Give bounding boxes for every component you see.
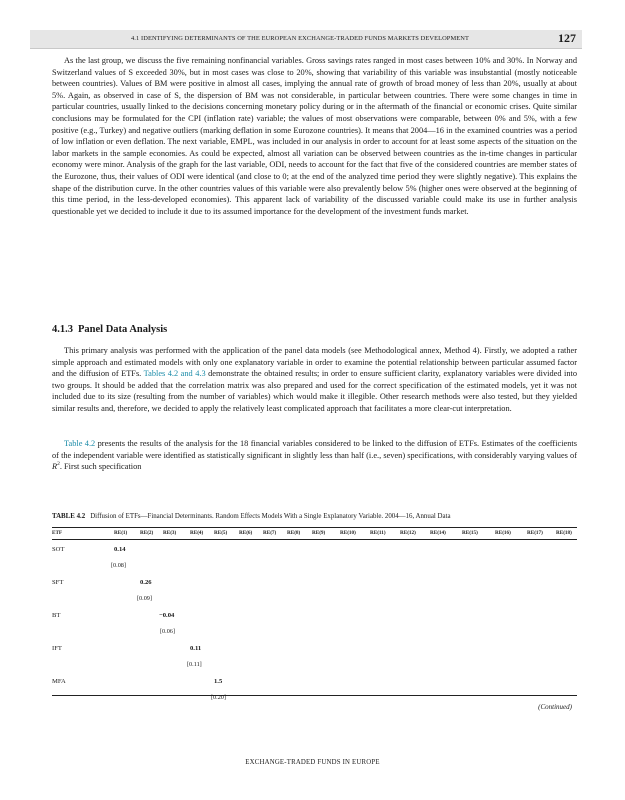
table-header-re11: RE(11) bbox=[370, 530, 386, 536]
table-coefficient: 0.26 bbox=[140, 579, 152, 586]
table-row-label: MFA bbox=[52, 678, 66, 685]
table-row-label: SOT bbox=[52, 546, 65, 553]
paragraph-panel-method bbox=[52, 345, 577, 415]
table-header-re14: RE(14) bbox=[430, 530, 446, 536]
table-coefficient: 1.5 bbox=[214, 678, 223, 685]
table-reference-link[interactable]: Table 4.2 bbox=[64, 439, 96, 448]
paragraph-text: presents the results of the analysis for the 18 financial variables considered to be linked to the diffusion of ETFs. Estimates of the coefficients of the independent variable were identified as statistically significant in slightly less than half (i.e., seven) specifications, with considerably varying values of bbox=[52, 439, 577, 460]
table-header-re10: RE(10) bbox=[340, 530, 356, 536]
table-header-re18: RE(18) bbox=[556, 530, 572, 536]
table-header-re1: RE(1) bbox=[114, 530, 128, 536]
table-header-re15: RE(15) bbox=[462, 530, 478, 536]
paragraph-nonfinancial-variables: As the last group, we discuss the five remaining nonfinancial variables. Gross savings rates ranged in most cases between 10% and 30%. In Norway and Switzerland values of S exceeded 30%, but in most cases was close to 20%, showing that variability of this variable was insubstantial (mostly noticeable between countries). Values of BM were positive in almost all cases, implying the annual rate of growth of broad money of less than 20%, usually at about 5%. Again, as observed in case of S, the dispersion of BM was not considerable, in particular between countries. There were some changes in time in particular countries, usually linked to the decisions concerning monetary policy during or in the aftermath of the financial or economic crises. Quite similar conclusions may be formulated for the CPI (inflation rate) variable; the values of most observations were comparable, between 0% and 5%, with a few positive (e.g., Turkey) and negative outliers (marking deflation in some Eurozone countries). It means that 2004—16 in the examined countries was a period of low inflation or even deflation. The next variable, EMPL, was included in our analysis in order to account for at least some aspects of the situation on the labor markets in the sample economies. As could be expected, almost all variation can be observed between countries as the in-time changes in particular economy were minor. Analysis of the graph for the last variable, ODI, needs to account for the fact that five of the considered countries are member states of the Eurozone, thus, their values of ODI were identical (and close to 0; at the end of the analyzed time period they were slightly negative). This explains the shape of the distribution curve. In the other countries values of this variable were also prevalently below 5% (higher ones were observed at the beginning of this time period, in the less-developed economies). This apparent lack of variability of the discussed variable could make its use in further analysis questionable yet we decided to include it due to its assumed importance for the development of the investment funds market. bbox=[52, 56, 577, 216]
r-squared-exponent: 2 bbox=[57, 461, 60, 468]
section-heading bbox=[52, 324, 167, 335]
table-header-re3: RE(3) bbox=[163, 530, 177, 536]
r-squared-symbol: R bbox=[52, 462, 58, 472]
table-header-re4: RE(4) bbox=[190, 530, 204, 536]
table-caption-text: Diffusion of ETFs—Financial Determinants. Random Effects Models With a Single Explanatory Variable. 2004—16, Annual Data bbox=[90, 513, 451, 520]
table-header-re16: RE(16) bbox=[495, 530, 511, 536]
running-footer-title: EXCHANGE-TRADED FUNDS IN EUROPE bbox=[245, 759, 380, 766]
table-header-re6: RE(6) bbox=[239, 530, 253, 536]
table-header-re2: RE(2) bbox=[140, 530, 154, 536]
table-coefficient: 0.11 bbox=[190, 645, 202, 652]
table-header-re9: RE(9) bbox=[312, 530, 326, 536]
table-standard-error: [0.09] bbox=[137, 595, 152, 602]
page-number: 127 bbox=[558, 31, 576, 45]
table-header-rule bbox=[52, 539, 577, 540]
table-row-label: BT bbox=[52, 612, 61, 619]
table-top-rule bbox=[52, 527, 577, 528]
table-standard-error: [0.06] bbox=[160, 628, 175, 635]
paragraph-text: demonstrate the obtained results; in order to ensure sufficient clarity, explanatory variables were divided into two groups. It should be added that the correlation matrix was also prepared and used for the correct specification of the estimated models, yet it was not included due to its size (resulting from the number of variables) which would make it illegible. Other research methods were also tested, but they yielded similar results and, therefore, we decided to apply the relatively least complicated approach that facilitates a more clear-cut interpretation. bbox=[52, 369, 577, 413]
paragraph-text: . First such specification bbox=[59, 462, 142, 472]
paragraph-text: This primary analysis was performed with the application of the panel data models (see Methodological annex, Method 4). Firstly, we adopted a rather simple approach and estimated models with only one explanatory variable in order to examine the potential relationship between particular assumed factor and the diffusion of ETFs. bbox=[52, 346, 577, 379]
table-header-re5: RE(5) bbox=[214, 530, 228, 536]
paragraph-table-results bbox=[52, 438, 577, 473]
running-header-title: 4.1 IDENTIFYING DETERMINANTS OF THE EUROPEAN EXCHANGE-TRADED FUNDS MARKETS DEVELOPMENT bbox=[131, 35, 469, 42]
table-bottom-rule bbox=[52, 695, 577, 696]
tables-reference-link[interactable]: Tables 4.2 and 4.3 bbox=[143, 369, 206, 379]
table-row-label: SFT bbox=[52, 579, 64, 586]
table-row-label: IFT bbox=[52, 645, 62, 652]
table-standard-error: [0.11] bbox=[187, 661, 202, 668]
table-caption bbox=[52, 513, 582, 520]
table-standard-error: [0.20] bbox=[211, 694, 226, 701]
table-header-re12: RE(12) bbox=[400, 530, 416, 536]
table-coefficient: 0.14 bbox=[114, 546, 126, 553]
table-standard-error: [0.08] bbox=[111, 562, 126, 569]
table-header-re7: RE(7) bbox=[263, 530, 277, 536]
table-header-re17: RE(17) bbox=[527, 530, 543, 536]
section-number: 4.1.3 bbox=[52, 324, 73, 335]
section-title: Panel Data Analysis bbox=[78, 324, 168, 335]
table-header-etf: ETF bbox=[52, 530, 63, 536]
table-continued-note: (Continued) bbox=[538, 703, 572, 711]
table-label: TABLE 4.2 bbox=[52, 513, 86, 520]
table-coefficient: −0.04 bbox=[159, 612, 175, 619]
table-header-re8: RE(8) bbox=[287, 530, 301, 536]
